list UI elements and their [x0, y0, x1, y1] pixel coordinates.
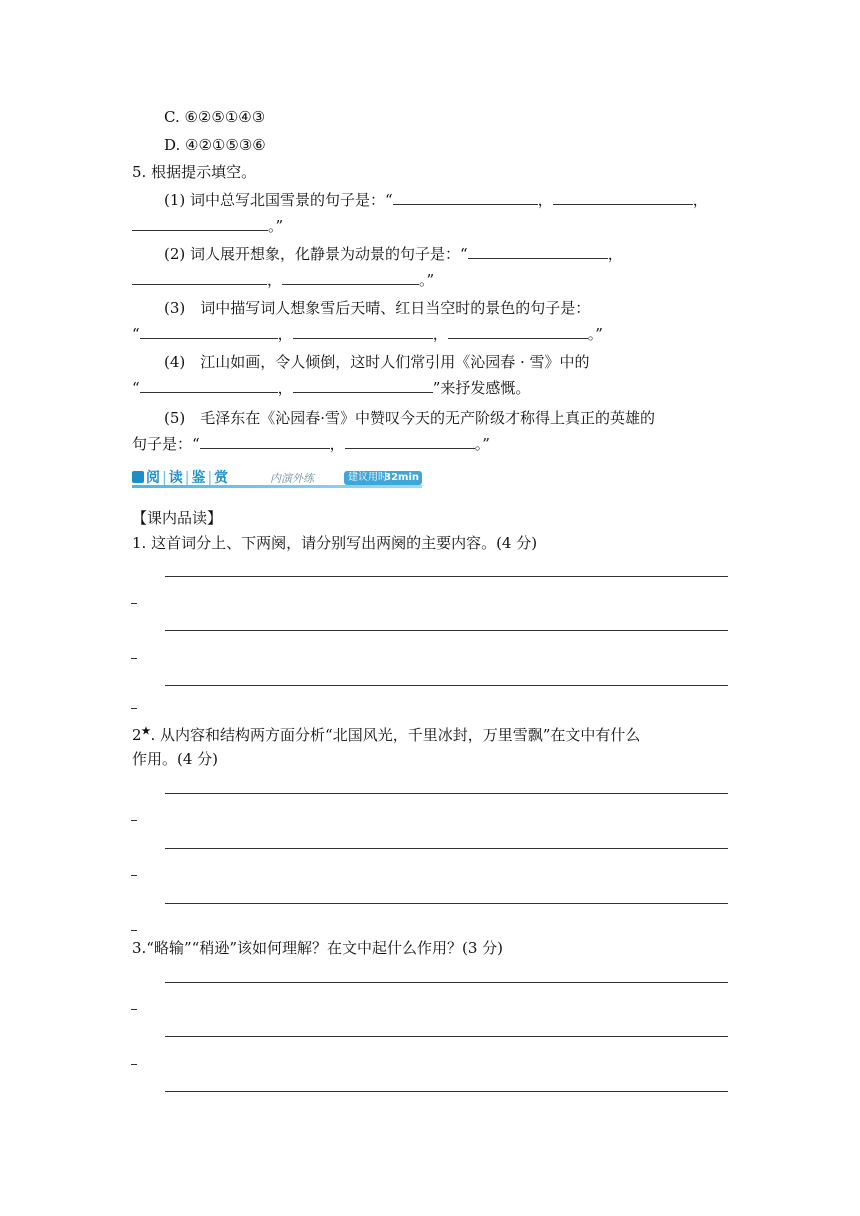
- answer-blank[interactable]: [393, 190, 538, 205]
- q5-item-4-cont: “ ， ”来抒发感慨。: [132, 379, 531, 397]
- answer-line[interactable]: [165, 903, 728, 904]
- answer-line[interactable]: [165, 982, 728, 983]
- question-5-title: 5. 根据提示填空。: [132, 163, 257, 181]
- reading-section-banner: [132, 470, 422, 490]
- question-2-cont: 作用。(4 分): [132, 750, 219, 768]
- q5-item-5: (5) 毛泽东在《沁园春·雪》中赞叹今天的无产阶级才称得上真正的英雄的: [164, 409, 656, 427]
- q5-item-1-cont: 。”: [132, 216, 283, 236]
- line-dash: [131, 603, 137, 604]
- answer-line[interactable]: [165, 685, 728, 686]
- banner-subtitle: 内演外练: [270, 472, 314, 485]
- answer-blank[interactable]: [200, 434, 330, 449]
- answer-blank[interactable]: [140, 378, 278, 393]
- answer-blank[interactable]: [293, 324, 433, 339]
- q5-item-5-cont: 句子是：“ ， 。”: [132, 435, 490, 453]
- q5-item-2: (2) 词人展开想象，化静景为动景的句子是：“ ，: [164, 245, 623, 263]
- answer-line[interactable]: [165, 630, 728, 631]
- option-c: C. ⑥②⑤①④③: [164, 108, 266, 126]
- line-dash: [131, 820, 137, 821]
- line-dash: [131, 708, 137, 709]
- answer-line[interactable]: [165, 1036, 728, 1037]
- line-dash: [131, 1009, 137, 1010]
- answer-blank[interactable]: [553, 190, 693, 205]
- answer-blank[interactable]: [132, 216, 268, 231]
- q5-item-3-cont: “ ， ， 。”: [132, 325, 603, 343]
- q5-item-3: (3) 词中描写词人想象雪后天晴、红日当空时的景色的句子是：: [164, 299, 591, 317]
- question-3: 3.“略输”“稍逊”该如何理解？在文中起什么作用？(3 分): [132, 939, 504, 957]
- answer-blank[interactable]: [132, 270, 267, 285]
- line-dash: [131, 658, 137, 659]
- line-dash: [131, 930, 137, 931]
- answer-blank[interactable]: [448, 324, 588, 339]
- line-dash: [131, 1064, 137, 1065]
- answer-line[interactable]: [165, 793, 728, 794]
- banner-title: 阅|读|鉴|赏: [132, 470, 229, 487]
- q5-item-2-cont: ， 。”: [132, 270, 434, 290]
- answer-line[interactable]: [165, 1091, 728, 1092]
- suggested-time-badge: 建议用时 32min: [344, 471, 422, 485]
- answer-blank[interactable]: [282, 270, 419, 285]
- question-2: 2★. 从内容和结构两方面分析“北国风光，千里冰封，万里雪飘”在文中有什么: [132, 726, 641, 744]
- answer-line[interactable]: [165, 576, 728, 577]
- answer-blank[interactable]: [140, 324, 278, 339]
- q5-item-1: (1) 词中总写北国雪景的句子是：“ ， ，: [164, 191, 708, 209]
- line-dash: [131, 875, 137, 876]
- answer-blank[interactable]: [345, 434, 475, 449]
- answer-blank[interactable]: [468, 244, 608, 259]
- book-icon: [132, 471, 144, 483]
- answer-blank[interactable]: [293, 378, 433, 393]
- option-d: D. ④②①⑤③⑥: [164, 136, 266, 154]
- answer-line[interactable]: [165, 848, 728, 849]
- q5-item-4: (4) 江山如画，令人倾倒，这时人们常引用《沁园春 · 雪》中的: [164, 353, 590, 371]
- section-heading: 【课内品读】: [132, 509, 223, 527]
- question-1: 1. 这首词分上、下两阕，请分别写出两阕的主要内容。(4 分): [132, 534, 538, 552]
- star-icon: ★: [141, 726, 151, 737]
